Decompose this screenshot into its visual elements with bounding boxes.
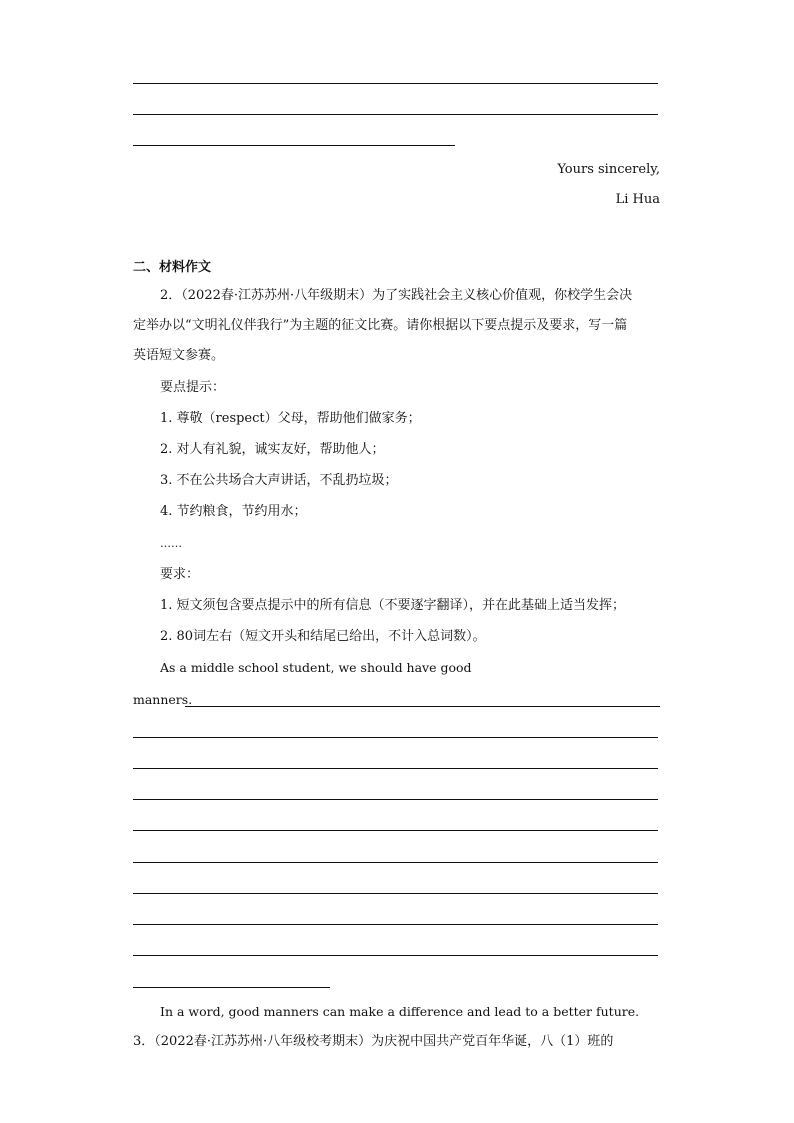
answer-line[interactable] (185, 706, 660, 707)
section-heading: 二、材料作文 (133, 260, 212, 275)
point-item: 1. 尊敬（respect）父母，帮助他们做家务； (160, 411, 421, 426)
point-ellipsis: …… (160, 537, 182, 550)
answer-line[interactable] (133, 862, 658, 863)
answer-line[interactable] (133, 893, 658, 894)
writing-line[interactable] (133, 145, 455, 146)
requirement-item: 1. 短文须包含要点提示中的所有信息（不要逐字翻译），并在此基础上适当发挥； (160, 598, 626, 613)
answer-line[interactable] (133, 924, 658, 925)
answer-line[interactable] (133, 737, 658, 738)
answer-line[interactable] (133, 799, 658, 800)
essay-ending: In a word, good manners can make a difference and lead to a better future. (160, 1004, 640, 1019)
answer-line[interactable] (133, 830, 658, 831)
points-title: 要点提示： (160, 380, 226, 395)
essay-opening: As a middle school student, we should have good (160, 660, 472, 675)
writing-line[interactable] (133, 114, 658, 115)
answer-line[interactable] (133, 987, 330, 988)
requirement-item: 2. 80词左右（短文开头和结尾已给出，不计入总词数）。 (160, 629, 486, 644)
letter-closing: Yours sincerely, (557, 162, 660, 177)
answer-line[interactable] (133, 768, 658, 769)
question-2-text-line-2: 定举办以“文明礼仪伴我行”为主题的征文比赛。请你根据以下要点提示及要求，写一篇 (133, 318, 628, 333)
point-item: 2. 对人有礼貌，诚实友好，帮助他人； (160, 442, 385, 457)
question-2-text-line-1: 2．（2022春·江苏苏州·八年级期末）为了实践社会主义核心价值观，你校学生会决 (160, 288, 633, 303)
writing-line[interactable] (133, 83, 658, 84)
point-item: 3. 不在公共场合大声讲话，不乱扔垃圾； (160, 473, 398, 488)
requirements-title: 要求： (160, 567, 200, 582)
answer-line[interactable] (133, 955, 658, 956)
point-item: 4. 节约粮食，节约用水； (160, 504, 307, 519)
letter-signature: Li Hua (615, 192, 660, 207)
question-3-text-line-1: 3．（2022春·江苏苏州·八年级校考期末）为庆祝中国共产党百年华诞，八（1）班的 (133, 1034, 614, 1049)
essay-opening-cont: manners. (133, 692, 193, 707)
question-2-text-line-3: 英语短文参赛。 (133, 348, 225, 363)
